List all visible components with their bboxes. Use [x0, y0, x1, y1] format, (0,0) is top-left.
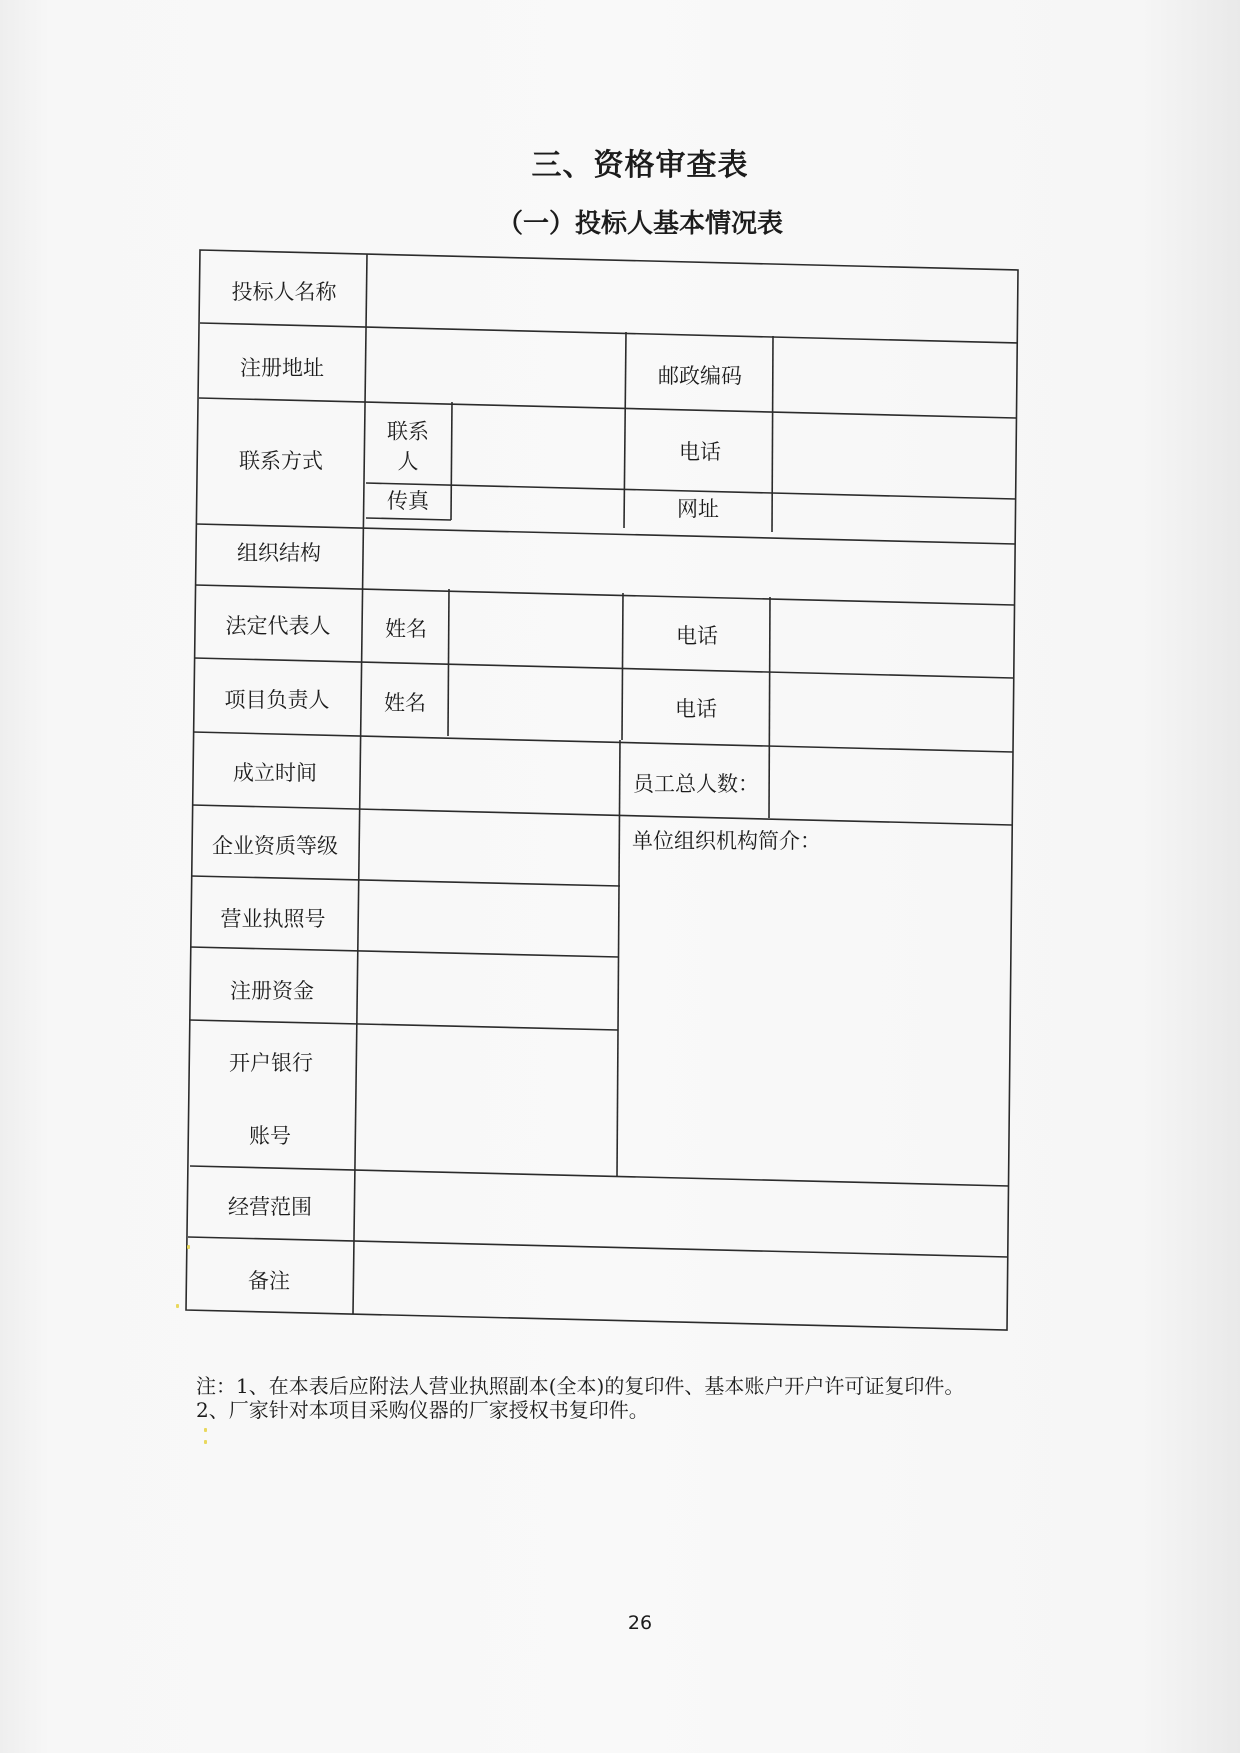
total-employees-label: 员工总人数： [633, 772, 759, 797]
note-line-2: 2、厂家针对本项目采购仪器的厂家授权书复印件。 [196, 1398, 649, 1422]
bidder-name-label: 投标人名称 [231, 280, 337, 305]
legal-representative-label: 法定代表人 [225, 614, 331, 639]
established-date-label: 成立时间 [233, 761, 317, 786]
scan-speck [187, 1245, 190, 1249]
page-number: 26 [627, 1612, 653, 1634]
registered-capital-label: 注册资金 [230, 979, 314, 1004]
remarks-label: 备注 [248, 1269, 290, 1294]
qualification-level-label: 企业资质等级 [212, 834, 338, 859]
legal-rep-phone-label: 电话 [676, 624, 718, 649]
pm-name-label: 姓名 [384, 691, 426, 716]
postal-code-label: 邮政编码 [658, 364, 742, 389]
scan-speck [176, 1304, 179, 1308]
business-scope-label: 经营范围 [228, 1195, 312, 1220]
contact-method-label: 联系方式 [239, 449, 323, 474]
legal-rep-name-label: 姓名 [385, 617, 427, 642]
business-license-label: 营业执照号 [220, 907, 326, 932]
org-intro-label: 单位组织机构简介： [632, 829, 821, 854]
project-manager-label: 项目负责人 [224, 688, 330, 713]
website-label: 网址 [677, 497, 719, 522]
pm-phone-label: 电话 [675, 697, 717, 722]
account-number-label: 账号 [249, 1124, 291, 1149]
telephone-label: 电话 [679, 440, 721, 465]
bank-label: 开户银行 [229, 1051, 313, 1076]
organization-structure-label: 组织结构 [237, 541, 321, 566]
scan-speck [204, 1440, 207, 1444]
note-line-1: 注：1、在本表后应附法人营业执照副本(全本)的复印件、基本账户开户许可证复印件。 [196, 1374, 965, 1398]
table-subtitle: （一）投标人基本情况表 [496, 209, 783, 239]
contact-person-label: 联系 人 [387, 419, 429, 474]
scan-speck [204, 1428, 207, 1432]
fax-label: 传真 [387, 489, 429, 514]
registered-address-label: 注册地址 [240, 356, 324, 381]
page-title: 三、资格审查表 [531, 148, 749, 183]
